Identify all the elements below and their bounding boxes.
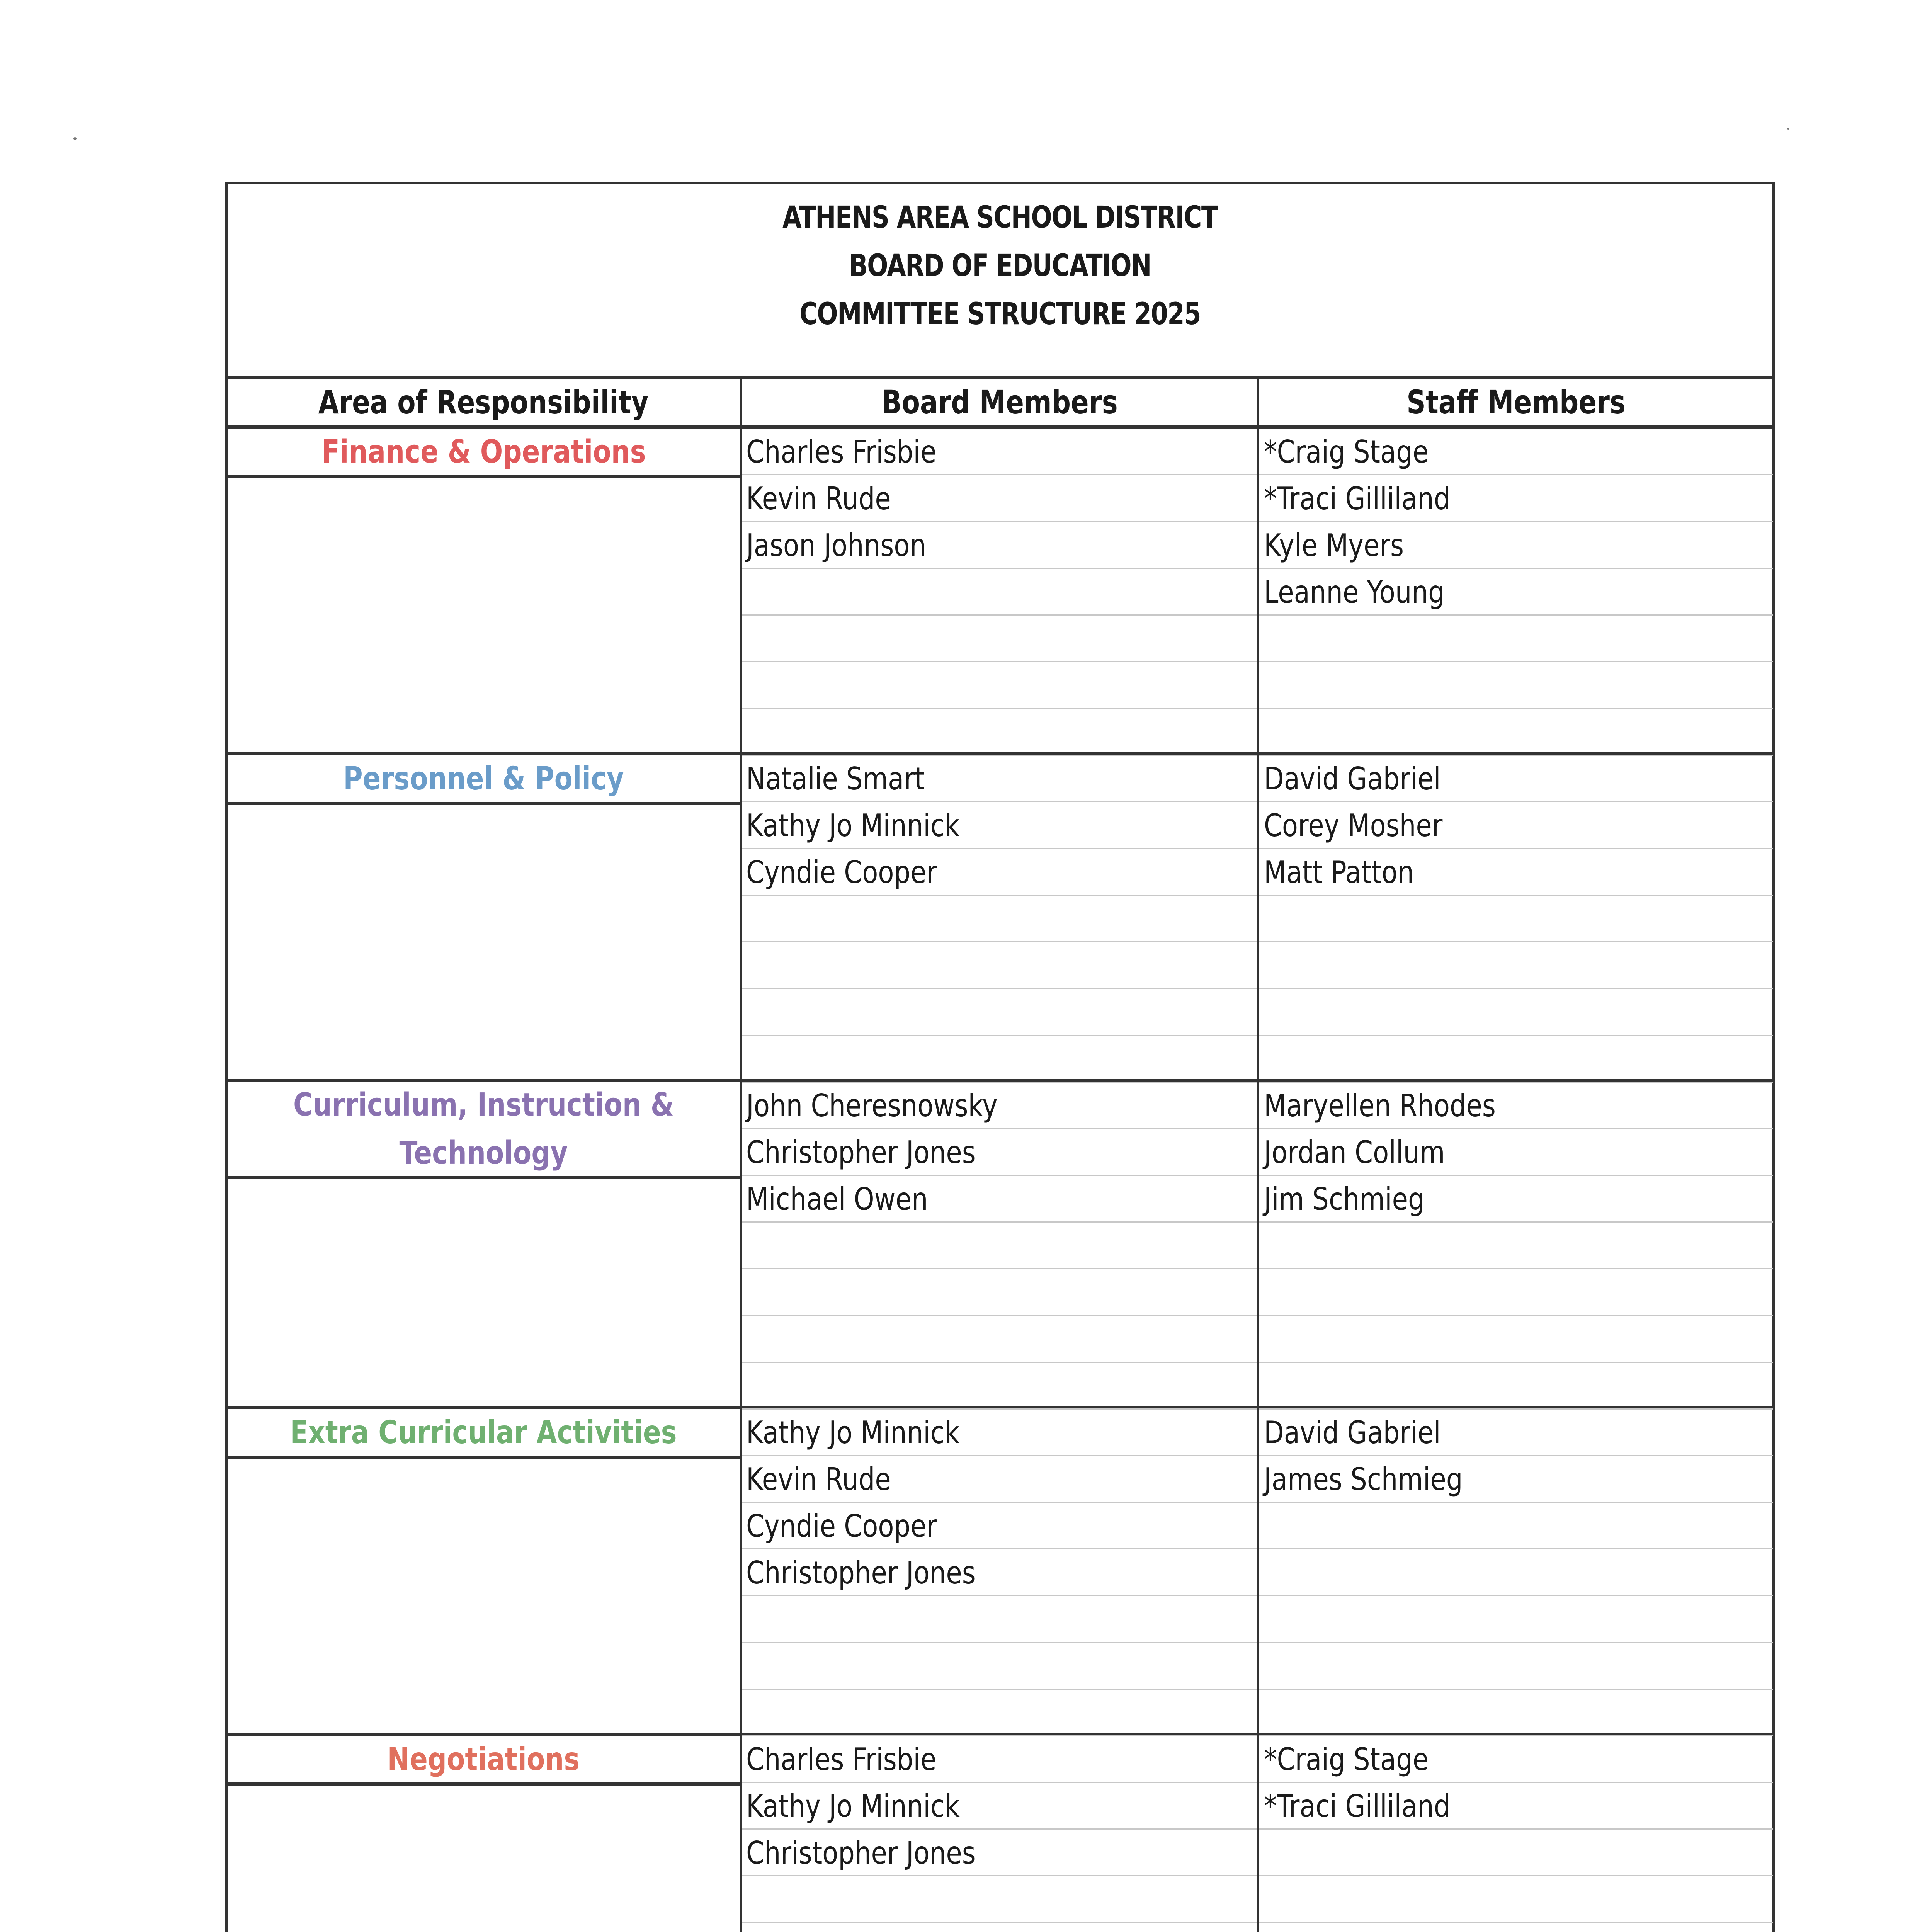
header-staff-label: Staff Members [1406,383,1626,421]
staff-member-row [1259,1316,1773,1363]
board-member-name: Kathy Jo Minnick [746,1415,960,1451]
board-member-row [742,989,1257,1036]
board-member-row [742,1503,1257,1549]
staff-member-name: Maryellen Rhodes [1264,1088,1496,1124]
staff-member-row [1259,1830,1773,1876]
staff-member-row [1259,1736,1773,1783]
board-member-row [742,1082,1257,1129]
staff-members-list [1259,429,1773,752]
staff-member-name: Jordan Collum [1264,1134,1445,1170]
staff-member-row [1259,1176,1773,1223]
committee-table [225,182,1775,1932]
board-member-row [742,1549,1257,1596]
staff-member-name: Kyle Myers [1264,527,1404,563]
board-member-row [742,896,1257,942]
board-member-row [742,1363,1257,1410]
staff-member-row [1259,1409,1773,1456]
staff-members-list [1259,1409,1773,1733]
staff-member-name: *Traci Gilliland [1264,481,1451,517]
staff-member-name: *Craig Stage [1264,434,1429,470]
board-members-list [742,755,1257,1079]
document-title: COMMITTEE STRUCTURE 2025 [799,297,1201,332]
board-member-row [742,849,1257,896]
board-member-row [742,1223,1257,1269]
board-member-row [742,1456,1257,1503]
staff-member-name: James Schmieg [1264,1461,1463,1497]
board-member-name: Kathy Jo Minnick [746,1788,960,1824]
board-member-row [742,1176,1257,1223]
committee-name [228,1082,740,1179]
committee-section [228,755,1772,1082]
board-member-row [742,522,1257,569]
committee-section [228,429,1772,755]
staff-member-row [1259,1643,1773,1690]
staff-member-row [1259,1690,1773,1736]
staff-member-row [1259,1082,1773,1129]
committee-section [228,1082,1772,1409]
board-member-name: Charles Frisbie [746,1742,937,1777]
staff-member-row [1259,662,1773,709]
staff-member-row [1259,896,1773,942]
board-member-name: Kathy Jo Minnick [746,808,960,844]
board-member-name: Natalie Smart [746,761,925,797]
staff-member-name: David Gabriel [1264,1415,1441,1451]
staff-member-row [1259,1036,1773,1083]
staff-member-name: Jim Schmieg [1264,1181,1425,1217]
staff-member-row [1259,849,1773,896]
board-member-row [742,755,1257,802]
committee-section [228,1409,1772,1736]
board-name: BOARD OF EDUCATION [849,248,1151,283]
staff-member-name: Corey Mosher [1264,808,1443,844]
board-members-list [742,1082,1257,1406]
header-area-label: Area of Responsibility [318,383,649,421]
board-member-row [742,569,1257,616]
board-member-row [742,1923,1257,1932]
board-member-name: Christopher Jones [746,1555,976,1591]
board-member-row [742,1269,1257,1316]
committee-name-text: Curriculum, Instruction & Technology [293,1087,674,1172]
staff-member-row [1259,616,1773,662]
board-member-row [742,802,1257,849]
board-member-name: Cyndie Cooper [746,854,937,890]
board-member-row [742,942,1257,989]
committee-name-text: Extra Curricular Activities [290,1414,677,1451]
board-member-row [742,1596,1257,1643]
staff-member-name: Matt Patton [1264,854,1414,890]
staff-member-row [1259,1363,1773,1410]
board-member-row [742,1129,1257,1176]
board-member-row [742,429,1257,475]
staff-member-row [1259,429,1773,475]
staff-member-name: *Traci Gilliland [1264,1788,1451,1824]
staff-members-list [1259,1082,1773,1406]
staff-member-row [1259,1596,1773,1643]
staff-member-row [1259,942,1773,989]
board-member-row [742,1783,1257,1830]
district-name: ATHENS AREA SCHOOL DISTRICT [782,200,1218,235]
committee-name-text: Finance & Operations [321,433,646,470]
board-member-name: Kevin Rude [746,1461,891,1497]
staff-member-row [1259,1876,1773,1923]
scan-speck [73,137,77,140]
board-member-name: Charles Frisbie [746,434,937,470]
committee-name [228,1736,740,1786]
title-block [228,184,1772,379]
board-members-list [742,429,1257,752]
board-member-name: Michael Owen [746,1181,928,1217]
staff-member-row [1259,989,1773,1036]
staff-member-row [1259,1129,1773,1176]
staff-member-row [1259,475,1773,522]
committee-name [228,755,740,805]
board-member-row [742,475,1257,522]
header-row [228,379,1772,429]
staff-member-row [1259,709,1773,756]
staff-member-row [1259,1549,1773,1596]
committee-name [228,1409,740,1459]
staff-member-row [1259,1923,1773,1932]
board-member-row [742,1830,1257,1876]
committee-name [228,429,740,478]
board-member-name: Kevin Rude [746,481,891,517]
staff-member-row [1259,1456,1773,1503]
staff-member-row [1259,569,1773,616]
header-board [742,379,1257,425]
staff-member-row [1259,1269,1773,1316]
staff-members-list [1259,1736,1773,1932]
staff-member-row [1259,1223,1773,1269]
staff-member-row [1259,522,1773,569]
staff-member-name: *Craig Stage [1264,1742,1429,1777]
board-member-row [742,1036,1257,1083]
board-member-row [742,1409,1257,1456]
header-area [228,379,740,425]
scan-speck [1787,128,1789,130]
board-member-row [742,616,1257,662]
committee-name-text: Negotiations [387,1741,580,1778]
board-members-list [742,1409,1257,1733]
header-board-label: Board Members [881,383,1118,421]
staff-member-row [1259,755,1773,802]
staff-member-row [1259,802,1773,849]
staff-members-list [1259,755,1773,1079]
staff-member-name: David Gabriel [1264,761,1441,797]
board-member-name: John Cheresnowsky [746,1088,998,1124]
board-member-name: Jason Johnson [746,527,926,563]
header-staff [1259,379,1773,425]
board-member-row [742,1876,1257,1923]
board-member-row [742,1316,1257,1363]
board-member-row [742,662,1257,709]
board-member-row [742,1643,1257,1690]
staff-member-name: Leanne Young [1264,574,1445,610]
board-member-name: Christopher Jones [746,1835,976,1871]
board-member-row [742,1736,1257,1783]
board-member-name: Cyndie Cooper [746,1508,937,1544]
committee-name-text: Personnel & Policy [343,760,624,797]
board-members-list [742,1736,1257,1932]
staff-member-row [1259,1503,1773,1549]
committee-section [228,1736,1772,1932]
board-member-row [742,709,1257,756]
staff-member-row [1259,1783,1773,1830]
board-member-row [742,1690,1257,1736]
board-member-name: Christopher Jones [746,1134,976,1170]
